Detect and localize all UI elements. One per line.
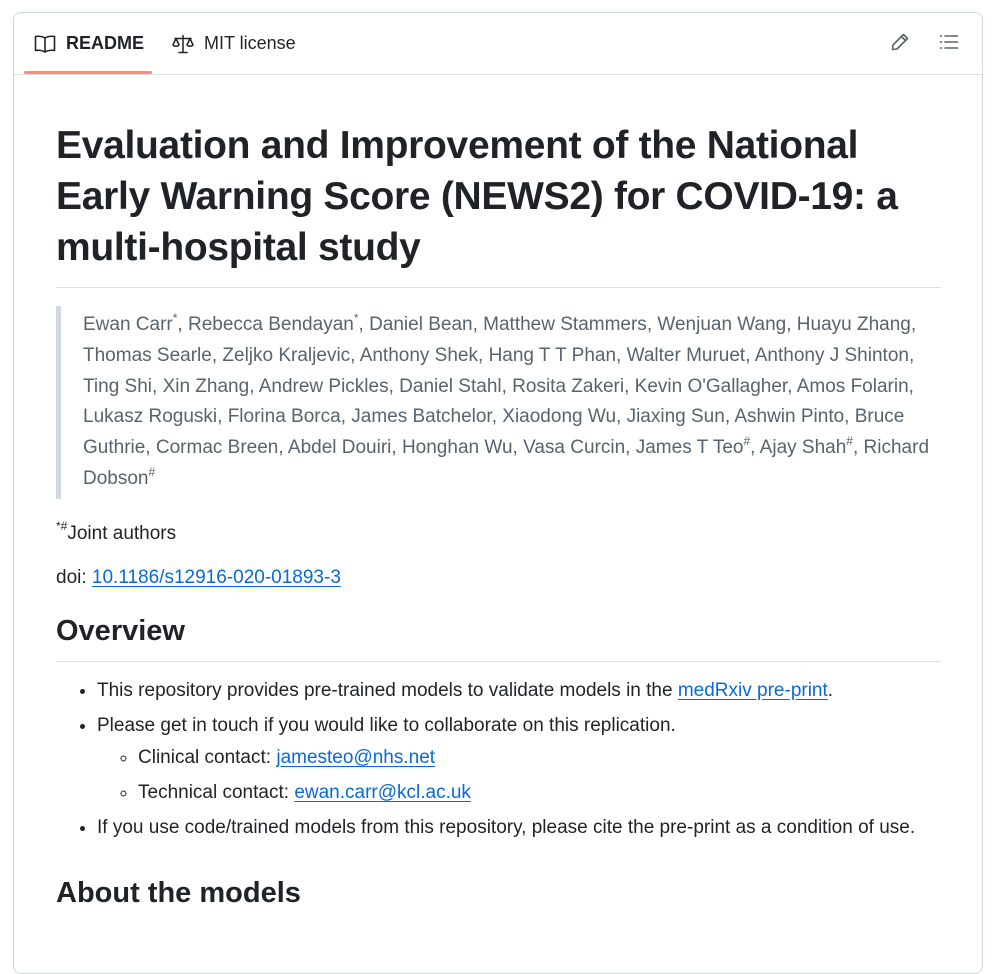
joint-authors-text: Joint authors: [67, 522, 177, 544]
pencil-icon: [890, 32, 910, 57]
medrxiv-link[interactable]: medRxiv pre-print: [677, 679, 828, 701]
list-item-text: If you use code/trained models from this repository, please cite the pre-print as a condition of use.: [97, 816, 916, 838]
overview-list: [56, 676, 941, 843]
author-name: James T Teo: [635, 437, 744, 459]
law-icon: [172, 34, 194, 54]
author-name: Abdel Douiri: [287, 437, 392, 459]
technical-email-link[interactable]: ewan.carr@kcl.ac.uk: [294, 781, 471, 803]
list-item-text: Please get in touch if you would like to collaborate on this replication.: [97, 714, 676, 736]
author-name: Jiaxing Sun: [626, 406, 725, 428]
author-name: Rebecca Bendayan: [187, 314, 354, 335]
technical-contact-label: Technical contact:: [138, 781, 295, 803]
author-mark: *: [353, 311, 359, 325]
author-name: Thomas Searle: [83, 344, 212, 366]
tab-license-label: MIT license: [204, 33, 296, 53]
list-item: [97, 711, 941, 808]
doi-line: [56, 563, 941, 593]
author-name: Xiaodong Wu: [502, 406, 617, 428]
author-name: Richard Dobson: [83, 437, 930, 489]
edit-file-button[interactable]: [886, 30, 914, 58]
doi-label: doi:: [56, 566, 92, 588]
author-name: Andrew Pickles: [258, 375, 389, 397]
clinical-contact: [138, 743, 941, 773]
readme-panel: [13, 12, 983, 974]
about-models-heading: About the models: [56, 876, 301, 909]
author-name: Kevin O'Gallagher: [634, 375, 788, 397]
doi-link[interactable]: 10.1186/s12916-020-01893-3: [91, 566, 341, 588]
author-name: Lukasz Roguski: [83, 406, 218, 428]
book-icon: [34, 34, 56, 54]
technical-contact: [138, 778, 941, 808]
overview-heading: Overview: [56, 611, 941, 662]
page-title: Evaluation and Improvement of the National Early Warning Score (NEWS2) for COVID-19: a multi-hospital study: [56, 120, 941, 288]
outline-button[interactable]: [935, 30, 963, 58]
list-item: [97, 813, 941, 843]
author-name: Vasa Curcin: [523, 437, 626, 459]
author-name: Bruce Guthrie: [83, 406, 905, 459]
tab-readme-label: README: [66, 33, 145, 53]
author-mark: #: [743, 434, 751, 449]
clinical-email-link[interactable]: jamesteo@nhs.net: [276, 746, 436, 768]
author-mark: #: [148, 464, 156, 479]
author-name: Florina Borca: [227, 406, 341, 428]
author-name: Xin Zhang: [162, 375, 250, 397]
author-name: Ting Shi: [83, 375, 152, 397]
author-name: Rosita Zakeri: [512, 375, 625, 397]
author-mark: *: [172, 311, 178, 325]
list-item-text: This repository provides pre-trained models to validate models in the: [97, 679, 678, 701]
author-name: Anthony Shek: [359, 344, 478, 366]
joint-authors-note: [56, 519, 941, 549]
joint-authors-marks: *#: [56, 518, 68, 533]
author-name: Huayu Zhang: [796, 314, 911, 335]
author-name: Matthew Stammers: [483, 314, 647, 335]
readme-content: [56, 74, 941, 923]
author-name: Ajay Shah: [759, 437, 847, 459]
tab-readme[interactable]: [34, 13, 144, 74]
author-name: Walter Muruet: [626, 344, 746, 366]
author-name: James Batchelor: [351, 406, 492, 428]
author-mark: #: [846, 434, 853, 449]
author-name: Zeljko Kraljevic: [222, 344, 351, 366]
author-name: Hang T T Phan: [488, 344, 617, 366]
author-name: Daniel Bean: [369, 314, 473, 335]
author-name: Amos Folarin: [796, 375, 909, 397]
author-name: Daniel Stahl: [399, 375, 502, 397]
author-name: Ewan Carr: [83, 314, 173, 335]
author-name: Anthony J Shinton: [754, 344, 909, 366]
author-name: Ashwin Pinto: [734, 406, 845, 428]
readme-tabbar: [14, 13, 982, 75]
author-name: Honghan Wu: [401, 437, 513, 459]
list-item: [97, 676, 941, 706]
author-name: Wenjuan Wang: [657, 314, 787, 335]
tab-license[interactable]: [172, 13, 296, 74]
list-item-end: .: [827, 679, 834, 701]
contact-list: [97, 743, 941, 808]
author-list: Ewan Carr*, Rebecca Bendayan*, Daniel Bean, Matthew Stammers, Wenjuan Wang, Huayu Zhang, Thomas Searle, Zeljko Kraljevic, Anthony Shek, Hang T T Phan, Walter Muruet, Anthony J Shinton, Ting Shi, Xin Zhang, Andrew Pickles, Daniel Stahl, Rosita Zakeri, Kevin O'Gallagher, Amos Folarin, Lukasz Roguski, Florina Borca, James Batchelor, Xiaodong Wu, Jiaxing Sun, Ashwin Pinto, Bruce Guthrie, Cormac Breen, Abdel Douiri, Honghan Wu, Vasa Curcin, James T Teo#, Ajay Shah#, Richard Dobson#: [56, 306, 941, 499]
clinical-contact-label: Clinical contact:: [138, 746, 277, 768]
author-name: Cormac Breen: [155, 437, 279, 459]
list-icon: [939, 33, 959, 56]
